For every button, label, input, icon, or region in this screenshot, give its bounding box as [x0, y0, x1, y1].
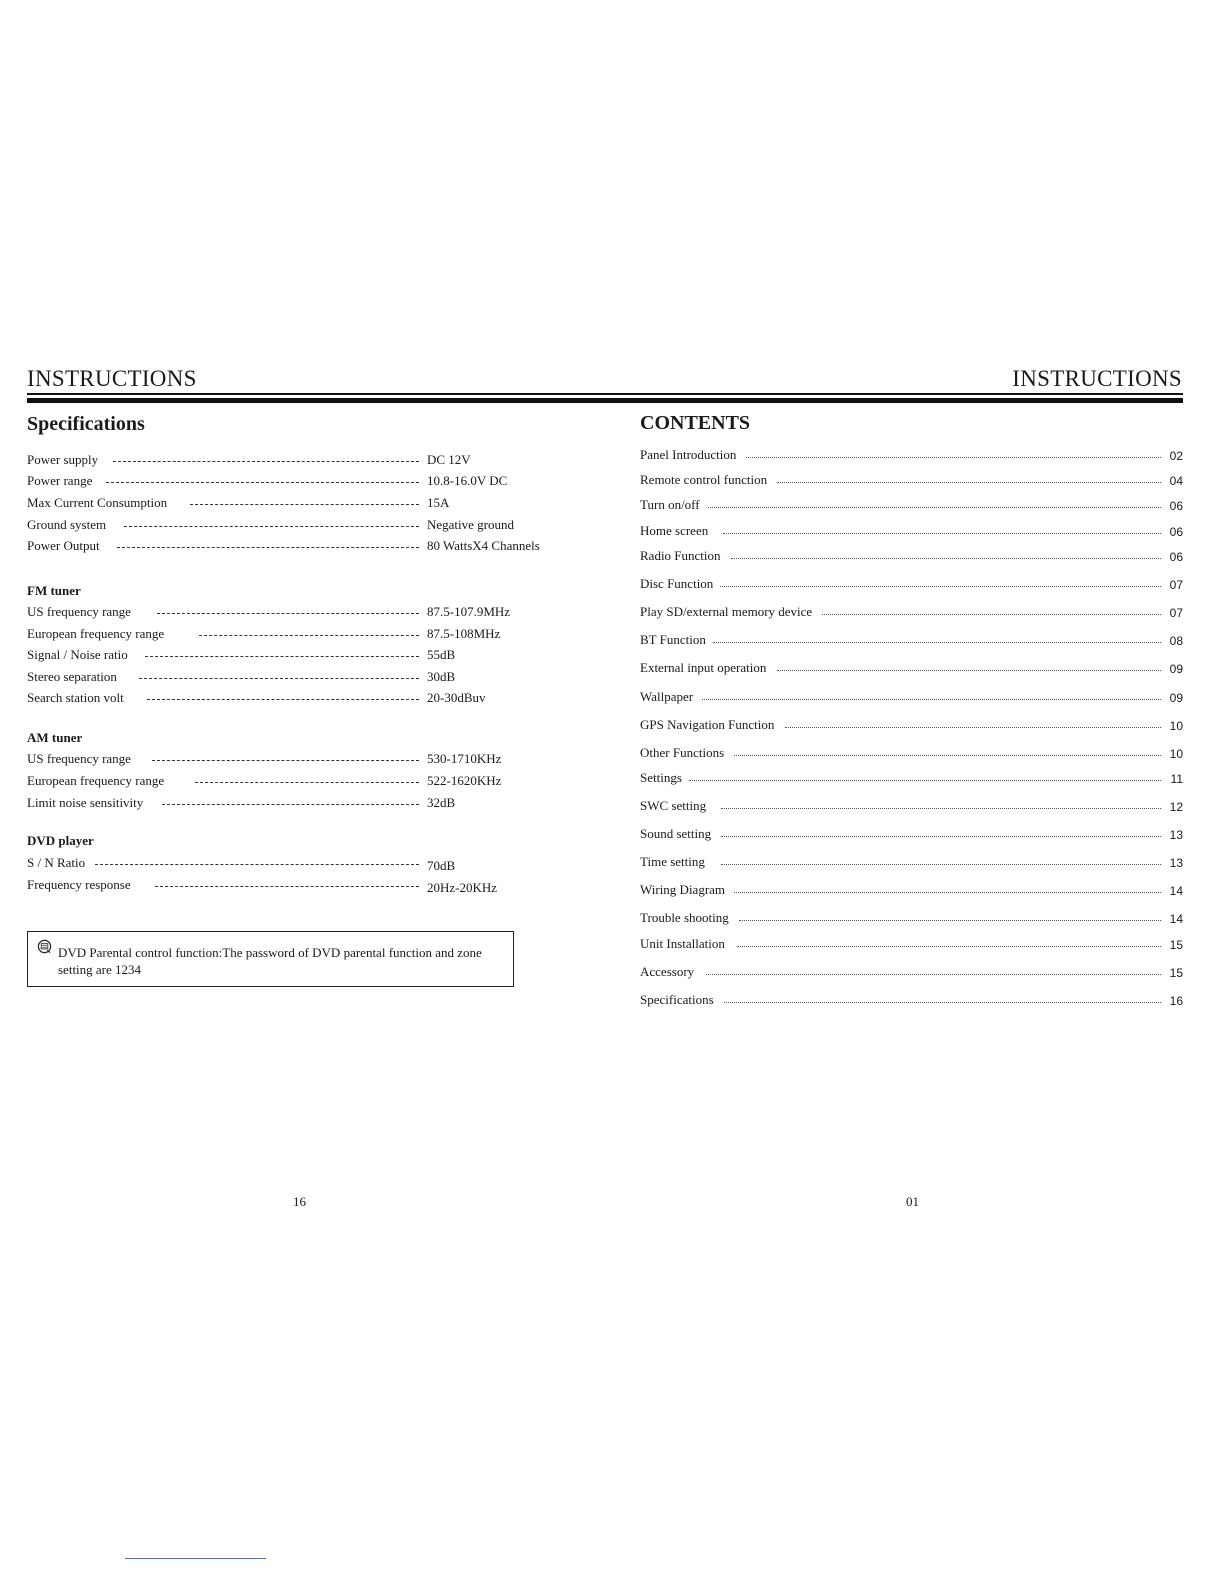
toc-page-number: 07 [1169, 578, 1183, 592]
leader-dashes [147, 699, 419, 700]
toc-label: Trouble shooting [640, 910, 729, 925]
toc-label: Specifications [640, 992, 714, 1007]
leader-dashes [162, 804, 419, 805]
spec-value: 80 WattsX4 Channels [427, 538, 540, 553]
toc-label: SWC setting [640, 798, 707, 813]
toc-page-number: 13 [1169, 828, 1183, 842]
spec-label: European frequency range [27, 626, 165, 641]
toc-page-number: 04 [1169, 474, 1183, 488]
spec-label: Max Current Consumption [27, 495, 168, 510]
spec-row [27, 855, 587, 875]
toc-label: Wallpaper [640, 689, 694, 704]
toc-label: BT Function [640, 632, 706, 647]
toc-label: Other Functions [640, 745, 725, 760]
dvd-player-heading: DVD player [27, 833, 94, 848]
spec-row [27, 452, 587, 472]
leader-dashes [190, 504, 419, 505]
toc-entry[interactable] [640, 660, 1183, 680]
leader-dots [721, 864, 1161, 865]
toc-entry[interactable] [640, 632, 1183, 652]
toc-label: GPS Navigation Function [640, 717, 775, 732]
spec-label: Power Output [27, 538, 100, 553]
spec-row [27, 473, 587, 493]
spec-label: US frequency range [27, 751, 131, 766]
leader-dots [737, 946, 1161, 947]
spec-value: 522-1620KHz [427, 773, 502, 788]
toc-page-number: 15 [1169, 966, 1183, 980]
spec-value: 32dB [427, 795, 456, 810]
toc-label: Wiring Diagram [640, 882, 726, 897]
toc-entry[interactable] [640, 548, 1183, 568]
leader-dots [721, 836, 1161, 837]
toc-page-number: 02 [1169, 449, 1183, 463]
spec-value: DC 12V [427, 452, 471, 467]
parental-control-note [27, 931, 514, 987]
leader-dots [702, 699, 1161, 700]
toc-entry[interactable] [640, 497, 1183, 517]
spec-value: 20-30dBuv [427, 690, 486, 705]
specifications-title: Specifications [27, 413, 145, 435]
spec-label: Power range [27, 473, 93, 488]
spec-label: Power supply [27, 452, 99, 467]
leader-dots [689, 780, 1161, 781]
toc-page-number: 10 [1169, 747, 1183, 761]
spec-label: Ground system [27, 517, 107, 532]
toc-page-number: 06 [1169, 550, 1183, 564]
spec-row [27, 517, 587, 537]
spec-value: 15A [427, 495, 450, 510]
note-icon [37, 939, 52, 954]
leader-dots [721, 808, 1161, 809]
leader-dashes [152, 760, 419, 761]
spec-label: S / N Ratio [27, 855, 86, 870]
toc-page-number: 14 [1169, 912, 1183, 926]
spec-value: 530-1710KHz [427, 751, 502, 766]
leader-dashes [113, 461, 419, 462]
leader-dots [734, 892, 1161, 893]
leader-dots [724, 1002, 1161, 1003]
header-rule-thin [27, 393, 1183, 395]
toc-entry[interactable] [640, 798, 1183, 818]
toc-page-number: 11 [1170, 772, 1183, 786]
toc-label: Sound setting [640, 826, 712, 841]
toc-label: Remote control function [640, 472, 768, 487]
toc-entry[interactable] [640, 472, 1183, 492]
leader-dots [739, 920, 1161, 921]
spec-row [27, 538, 587, 558]
toc-label: Radio Function [640, 548, 721, 563]
toc-label: External input operation [640, 660, 767, 675]
leader-dots [720, 586, 1161, 587]
toc-entry[interactable] [640, 447, 1183, 467]
toc-entry[interactable] [640, 523, 1183, 543]
toc-entry[interactable] [640, 717, 1183, 737]
leader-dots [746, 457, 1161, 458]
toc-label: Panel Introduction [640, 447, 737, 462]
toc-entry[interactable] [640, 936, 1183, 956]
spec-label: US frequency range [27, 604, 131, 619]
toc-page-number: 07 [1169, 606, 1183, 620]
toc-page-number: 09 [1169, 691, 1183, 705]
spec-row [27, 626, 587, 646]
bottom-link-underline [125, 1558, 266, 1559]
spec-label: Signal / Noise ratio [27, 647, 128, 662]
leader-dots [777, 482, 1161, 483]
am-tuner-heading: AM tuner [27, 730, 83, 745]
toc-entry[interactable] [640, 964, 1183, 984]
toc-page-number: 09 [1169, 662, 1183, 676]
toc-label: Settings [640, 770, 682, 785]
leader-dashes [155, 886, 419, 887]
toc-label: Unit Installation [640, 936, 725, 951]
spec-value: 70dB [427, 858, 456, 873]
toc-entry[interactable] [640, 689, 1183, 709]
toc-entry[interactable] [640, 604, 1183, 624]
note-text: DVD Parental control function:The password of DVD parental function and zone setting are 1234 [58, 945, 482, 977]
left-page-header: INSTRUCTIONS [27, 366, 197, 391]
spec-row [27, 690, 587, 710]
spec-value: 87.5-108MHz [427, 626, 501, 641]
toc-entry[interactable] [640, 992, 1183, 1012]
leader-dots [822, 614, 1161, 615]
spec-value: 30dB [427, 669, 456, 684]
leader-dashes [139, 678, 419, 679]
right-page-number: 01 [906, 1194, 919, 1209]
toc-entry[interactable] [640, 854, 1183, 874]
toc-page-number: 10 [1169, 719, 1183, 733]
toc-entry[interactable] [640, 770, 1183, 790]
leader-dashes [106, 482, 419, 483]
spec-row [27, 773, 587, 793]
toc-page-number: 13 [1169, 856, 1183, 870]
spec-label: European frequency range [27, 773, 165, 788]
leader-dots [708, 507, 1161, 508]
toc-entry[interactable] [640, 745, 1183, 765]
spec-row [27, 877, 587, 897]
spec-value: 55dB [427, 647, 456, 662]
toc-page-number: 12 [1169, 800, 1183, 814]
leader-dashes [117, 547, 419, 548]
spec-row [27, 495, 587, 515]
spec-label: Search station volt [27, 690, 124, 705]
toc-label: Accessory [640, 964, 695, 979]
leader-dots [723, 533, 1161, 534]
leader-dashes [195, 782, 419, 783]
spec-row [27, 647, 587, 667]
toc-entry[interactable] [640, 826, 1183, 846]
toc-page-number: 06 [1169, 525, 1183, 539]
right-page-header: INSTRUCTIONS [1012, 366, 1182, 391]
leader-dashes [95, 864, 419, 865]
contents-title: CONTENTS [640, 412, 751, 434]
spec-value: 87.5-107.9MHz [427, 604, 511, 619]
toc-page-number: 15 [1169, 938, 1183, 952]
spec-label: Limit noise sensitivity [27, 795, 144, 810]
toc-label: Play SD/external memory device [640, 604, 813, 619]
leader-dashes [124, 526, 419, 527]
toc-page-number: 08 [1169, 634, 1183, 648]
leader-dots [734, 755, 1161, 756]
toc-entry[interactable] [640, 910, 1183, 930]
toc-entry[interactable] [640, 882, 1183, 902]
spec-row [27, 604, 587, 624]
leader-dots [777, 670, 1161, 671]
left-page-number: 16 [293, 1194, 306, 1209]
leader-dots [785, 727, 1161, 728]
leader-dashes [157, 613, 419, 614]
toc-label: Home screen [640, 523, 709, 538]
toc-label: Turn on/off [640, 497, 700, 512]
spec-label: Stereo separation [27, 669, 117, 684]
header-rule-thick [27, 398, 1183, 403]
spec-row [27, 751, 587, 771]
leader-dots [731, 558, 1161, 559]
leader-dots [706, 974, 1161, 975]
toc-page-number: 06 [1169, 499, 1183, 513]
spec-value: 10.8-16.0V DC [427, 473, 508, 488]
toc-entry[interactable] [640, 576, 1183, 596]
toc-label: Time setting [640, 854, 705, 869]
leader-dashes [199, 635, 419, 636]
spec-value: Negative ground [427, 517, 515, 532]
fm-tuner-heading: FM tuner [27, 583, 81, 598]
toc-label: Disc Function [640, 576, 714, 591]
leader-dashes [145, 656, 419, 657]
toc-page-number: 16 [1169, 994, 1183, 1008]
spec-row [27, 795, 587, 815]
spec-row [27, 669, 587, 689]
leader-dots [713, 642, 1161, 643]
toc-page-number: 14 [1169, 884, 1183, 898]
spec-label: Frequency response [27, 877, 131, 892]
spec-value: 20Hz-20KHz [427, 880, 498, 895]
